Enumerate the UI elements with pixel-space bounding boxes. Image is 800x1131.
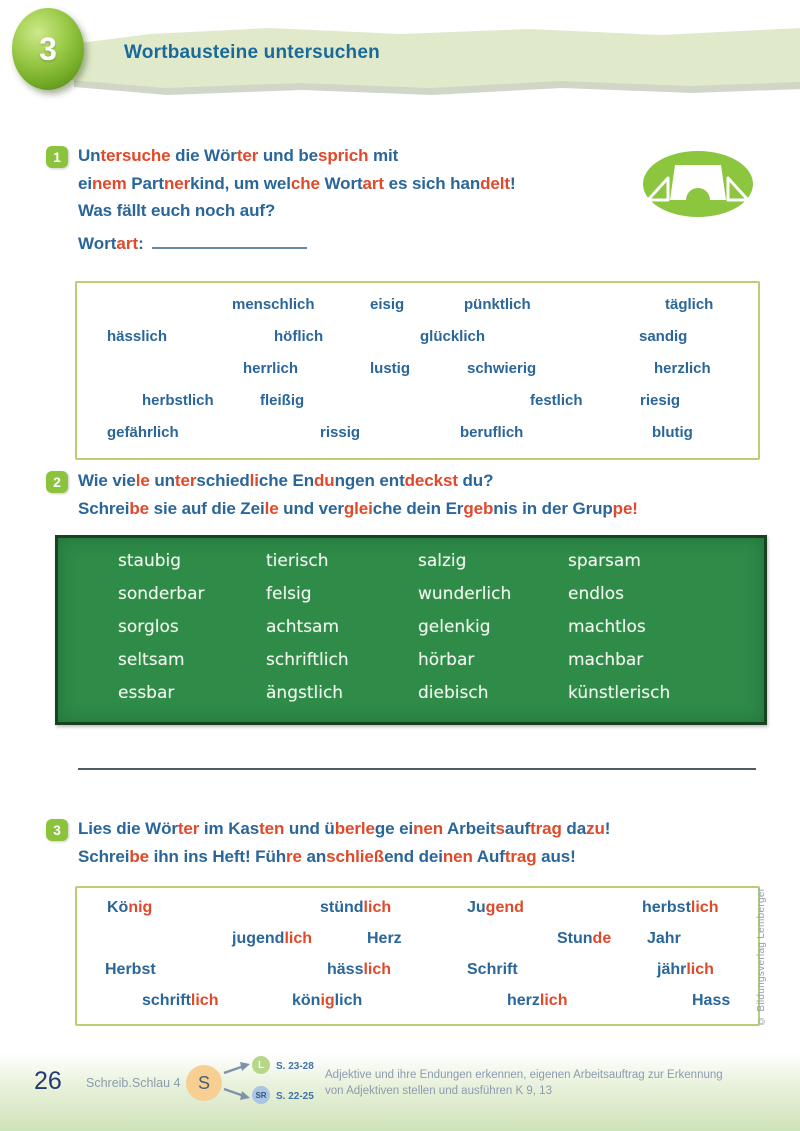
word: Herz <box>367 930 402 947</box>
word: blutig <box>652 424 693 441</box>
word: Hass <box>692 992 731 1009</box>
chalk-word: wunderlich <box>418 584 512 604</box>
word: täglich <box>665 296 714 313</box>
chalk-word: ängstlich <box>266 683 344 703</box>
word: schwierig <box>467 360 537 377</box>
chalk-word: künstlerisch <box>568 683 671 703</box>
bridge-logo-icon <box>640 148 756 220</box>
task2-instructions <box>78 467 638 522</box>
task1-line2: einem Partnerkind, um welche Wortart es sich handelt! <box>78 173 516 193</box>
sr-book-pages: S. 22-25 <box>276 1091 314 1102</box>
wortart-label: Wortart: <box>78 234 144 253</box>
unit-number-ball <box>12 8 84 90</box>
task2-number-badge: 2 <box>46 471 68 493</box>
word: herzlich <box>654 360 711 377</box>
chalk-word: machbar <box>568 650 644 670</box>
word: jugendlich <box>232 930 312 947</box>
task3-number-badge: 3 <box>46 819 68 841</box>
adjective-word-box <box>75 281 760 460</box>
word: herbstlich <box>142 392 214 409</box>
chalk-word: hörbar <box>418 650 475 670</box>
word: Stunde <box>557 930 612 947</box>
chalk-word: machtlos <box>568 617 646 637</box>
chalk-word: staubig <box>118 551 182 571</box>
wortart-answer-blank <box>152 233 307 249</box>
chalk-word: sorglos <box>118 617 179 637</box>
series-title: Schreib.Schlau 4 <box>86 1076 181 1090</box>
word: sandig <box>639 328 688 345</box>
word: gefährlich <box>107 424 179 441</box>
task3-line2: Schreibe ihn ins Heft! Führe anschließend deinen Auftrag aus! <box>78 846 576 866</box>
wortart-field <box>78 233 307 254</box>
publisher-copyright: © Bildungsverlag Lemberger <box>756 887 767 1026</box>
word: pünktlich <box>464 296 531 313</box>
chalk-word: sparsam <box>568 551 641 571</box>
page-number: 26 <box>34 1067 62 1095</box>
s-book-badge: S <box>186 1065 222 1101</box>
word: festlich <box>530 392 583 409</box>
chalk-word: seltsam <box>118 650 185 670</box>
word: eisig <box>370 296 405 313</box>
task1-number-badge: 1 <box>46 146 68 168</box>
word: Jahr <box>647 930 681 947</box>
page-title: Wortbausteine untersuchen <box>124 42 380 63</box>
task1-line1: Untersuche die Wörter und besprich mit <box>78 146 399 165</box>
task2-line2: Schreibe sie auf die Zeile und vergleiche dein Ergebnis in der Gruppe! <box>78 498 638 518</box>
word: höflich <box>274 328 324 345</box>
l-book-badge: L <box>252 1056 270 1074</box>
task3-instructions <box>78 815 610 870</box>
task3-line1: Lies die Wörter im Kasten und überlege einen Arbeitsauftrag dazu! <box>78 819 611 838</box>
arrow-right-icon <box>222 1055 256 1107</box>
chalk-word: endlos <box>568 584 625 604</box>
word: jährlich <box>657 961 714 978</box>
unit-number: 3 <box>39 30 57 67</box>
l-book-pages: S. 23-28 <box>276 1061 314 1072</box>
word: riesig <box>640 392 681 409</box>
word: herbstlich <box>642 899 719 916</box>
endings-word-box <box>75 886 760 1026</box>
task1-instructions <box>78 142 516 225</box>
word: beruflich <box>460 424 524 441</box>
word: königlich <box>292 992 363 1009</box>
chalk-word: essbar <box>118 683 175 703</box>
chalk-word: diebisch <box>418 683 489 703</box>
chalk-word: sonderbar <box>118 584 205 604</box>
chalk-word: salzig <box>418 551 467 571</box>
chalk-word: felsig <box>266 584 312 604</box>
chalkboard-word-box <box>55 535 767 725</box>
answer-line-blank <box>78 768 756 770</box>
word: fleißig <box>260 392 305 409</box>
chalk-word: gelenkig <box>418 617 491 637</box>
word: menschlich <box>232 296 315 313</box>
word: hässlich <box>327 961 392 978</box>
word: rissig <box>320 424 361 441</box>
sr-book-badge: SR <box>252 1086 270 1104</box>
word: herzlich <box>507 992 568 1009</box>
word: schriftlich <box>142 992 219 1009</box>
competency-line2: von Adjektiven stellen und ausführen K 9, 13 <box>325 1085 552 1097</box>
task1-line3: Was fällt euch noch auf? <box>78 201 276 220</box>
competency-description <box>325 1067 765 1099</box>
chalk-word: achtsam <box>266 617 340 637</box>
word: herrlich <box>243 360 299 377</box>
competency-line1: Adjektive und ihre Endungen erkennen, eigenen Arbeitsauftrag zur Erkennung <box>325 1069 723 1081</box>
word: stündlich <box>320 899 392 916</box>
word: hässlich <box>107 328 168 345</box>
word: König <box>107 899 153 916</box>
task2-line1: Wie viele unterschiedliche Endungen entdeckst du? <box>78 471 494 490</box>
chalk-word: tierisch <box>266 551 329 571</box>
word: Herbst <box>105 961 156 978</box>
header-banner <box>0 0 800 110</box>
word: Schrift <box>467 961 518 978</box>
word: glücklich <box>420 328 486 345</box>
word: Jugend <box>467 899 524 916</box>
word: lustig <box>370 360 410 377</box>
chalk-word: schriftlich <box>266 650 349 670</box>
page-footer <box>0 1053 800 1131</box>
